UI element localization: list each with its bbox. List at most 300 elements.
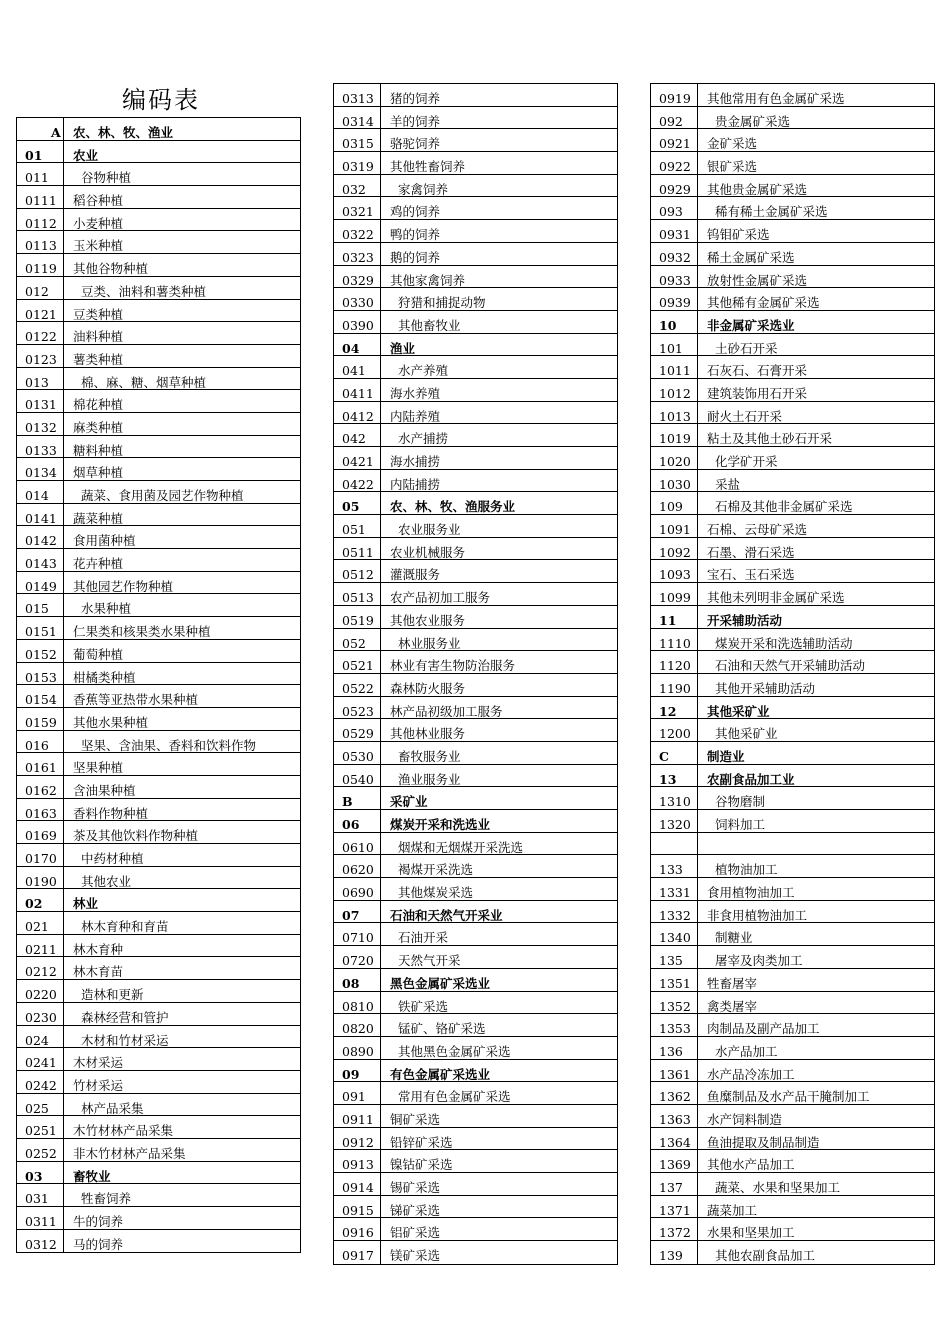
table-row bbox=[334, 992, 617, 1015]
row-name: 其他林业服务 bbox=[390, 726, 466, 742]
column-divider bbox=[697, 1150, 698, 1172]
table-row bbox=[651, 107, 934, 130]
column-divider bbox=[63, 481, 64, 503]
table-row bbox=[17, 1048, 300, 1071]
table-row bbox=[334, 878, 617, 901]
row-name: 煤炭开采和洗选辅助活动 bbox=[715, 635, 853, 651]
column-divider bbox=[63, 572, 64, 594]
row-code: 0820 bbox=[342, 1021, 374, 1037]
row-name: 林木育种 bbox=[73, 941, 124, 957]
table-row bbox=[334, 719, 617, 742]
column-divider bbox=[380, 243, 381, 265]
table-row bbox=[334, 674, 617, 697]
column-divider bbox=[63, 1139, 64, 1161]
column-divider bbox=[697, 901, 698, 923]
table-row bbox=[651, 629, 934, 652]
row-name: 水果种植 bbox=[81, 601, 132, 617]
column-divider bbox=[380, 84, 381, 106]
table-row bbox=[17, 663, 300, 686]
column-divider bbox=[380, 1241, 381, 1264]
row-code: 03 bbox=[25, 1168, 43, 1184]
column-divider bbox=[63, 1048, 64, 1070]
row-code: 0522 bbox=[342, 680, 374, 696]
column-divider bbox=[380, 1082, 381, 1104]
row-code: 0620 bbox=[342, 862, 374, 878]
row-code: 013 bbox=[25, 374, 49, 390]
row-name: 灌溉服务 bbox=[390, 567, 441, 583]
column-divider bbox=[63, 1071, 64, 1093]
row-code: 0511 bbox=[342, 544, 374, 560]
table-row bbox=[651, 923, 934, 946]
table-row bbox=[651, 1014, 934, 1037]
column-divider bbox=[63, 957, 64, 979]
row-name: 木材和竹材采运 bbox=[81, 1032, 169, 1048]
column-divider bbox=[63, 322, 64, 344]
table-row bbox=[651, 1150, 934, 1173]
row-code: 0111 bbox=[25, 193, 57, 209]
column-divider bbox=[697, 424, 698, 446]
table-row bbox=[651, 379, 934, 402]
table-row bbox=[651, 424, 934, 447]
table-row bbox=[334, 969, 617, 992]
table-row bbox=[334, 84, 617, 107]
table-row bbox=[334, 697, 617, 720]
column-divider bbox=[380, 855, 381, 877]
row-name: 森林经营和管护 bbox=[81, 1009, 169, 1025]
table-row bbox=[334, 492, 617, 515]
row-code: 0163 bbox=[25, 805, 57, 821]
row-code: B bbox=[342, 794, 353, 810]
row-name: 内陆捕捞 bbox=[390, 476, 441, 492]
row-code: 1371 bbox=[659, 1202, 691, 1218]
table-row bbox=[334, 583, 617, 606]
row-code: 136 bbox=[659, 1043, 683, 1059]
column-divider bbox=[697, 674, 698, 696]
table-row bbox=[17, 594, 300, 617]
column-divider bbox=[697, 175, 698, 197]
row-code: 101 bbox=[659, 340, 683, 356]
row-code: 0929 bbox=[659, 181, 691, 197]
column-divider bbox=[380, 447, 381, 469]
row-name: 柑橘类种植 bbox=[73, 669, 136, 685]
column-divider bbox=[697, 379, 698, 401]
column-divider bbox=[63, 663, 64, 685]
table-row bbox=[17, 277, 300, 300]
row-name: 造林和更新 bbox=[81, 987, 144, 1003]
row-name: 水产品冷冻加工 bbox=[707, 1066, 795, 1082]
column-divider bbox=[380, 538, 381, 560]
column-divider bbox=[63, 141, 64, 163]
table-row bbox=[651, 1037, 934, 1060]
table-row bbox=[17, 413, 300, 436]
row-code: 1353 bbox=[659, 1021, 691, 1037]
row-code: 1110 bbox=[659, 635, 691, 651]
row-name: 肉制品及副产品加工 bbox=[707, 1021, 820, 1037]
row-code: 1030 bbox=[659, 476, 691, 492]
column-divider bbox=[63, 118, 64, 140]
column-divider bbox=[697, 651, 698, 673]
table-row bbox=[334, 560, 617, 583]
row-name: 水产养殖 bbox=[398, 363, 449, 379]
table-row bbox=[334, 1173, 617, 1196]
row-name: 褐煤开采洗选 bbox=[398, 862, 474, 878]
table-row bbox=[334, 1105, 617, 1128]
row-code: 1019 bbox=[659, 431, 691, 447]
column-divider bbox=[63, 889, 64, 911]
row-code: 0917 bbox=[342, 1248, 374, 1264]
table-row bbox=[17, 231, 300, 254]
column-divider bbox=[697, 492, 698, 514]
table-row bbox=[17, 345, 300, 368]
row-name: 其他农业服务 bbox=[390, 612, 466, 628]
column-divider bbox=[63, 867, 64, 889]
row-name: 牛的饲养 bbox=[73, 1214, 124, 1229]
table-row bbox=[651, 742, 934, 765]
row-name: 采盐 bbox=[715, 476, 741, 492]
column-divider bbox=[697, 538, 698, 560]
column-divider bbox=[63, 458, 64, 480]
table-row bbox=[17, 867, 300, 890]
row-code: 0212 bbox=[25, 964, 57, 980]
column-divider bbox=[697, 946, 698, 968]
row-code: 0914 bbox=[342, 1180, 374, 1195]
column-divider bbox=[697, 923, 698, 945]
row-name: 土砂石开采 bbox=[715, 340, 778, 356]
row-code: 042 bbox=[342, 431, 366, 447]
row-name: 豆类种植 bbox=[73, 306, 124, 322]
row-name: 铝矿采选 bbox=[390, 1225, 441, 1241]
row-code: 137 bbox=[659, 1180, 683, 1195]
row-name: 耐火土石开采 bbox=[707, 408, 783, 424]
table-row bbox=[334, 765, 617, 788]
column-divider bbox=[380, 220, 381, 242]
table-row bbox=[17, 322, 300, 345]
row-code: 0315 bbox=[342, 136, 374, 152]
column-divider bbox=[697, 1082, 698, 1104]
table-row bbox=[334, 810, 617, 833]
column-divider bbox=[697, 855, 698, 877]
row-code: 1331 bbox=[659, 885, 691, 901]
column-divider bbox=[697, 1060, 698, 1082]
row-code: 0890 bbox=[342, 1043, 374, 1059]
row-code: 0159 bbox=[25, 714, 57, 730]
row-code: 02 bbox=[25, 896, 43, 912]
column-divider bbox=[380, 152, 381, 174]
row-code: 05 bbox=[342, 499, 360, 515]
row-name: 石棉及其他非金属矿采选 bbox=[715, 499, 853, 515]
column-divider bbox=[380, 379, 381, 401]
table-row bbox=[334, 538, 617, 561]
table-row bbox=[17, 1071, 300, 1094]
row-name: 天然气开采 bbox=[398, 953, 461, 969]
row-name: 石墨、滑石采选 bbox=[707, 544, 795, 560]
row-name: 水产捕捞 bbox=[398, 431, 449, 447]
column-divider bbox=[380, 765, 381, 787]
table-row bbox=[334, 288, 617, 311]
row-code: 092 bbox=[659, 113, 683, 129]
page-title: 编码表 bbox=[122, 86, 200, 114]
row-code: 1340 bbox=[659, 930, 691, 946]
table-row bbox=[651, 538, 934, 561]
row-name: 宝石、玉石采选 bbox=[707, 567, 795, 583]
table-row bbox=[334, 447, 617, 470]
column-divider bbox=[697, 152, 698, 174]
column-divider bbox=[697, 356, 698, 378]
row-name: 渔业 bbox=[390, 340, 416, 356]
table-row bbox=[17, 912, 300, 935]
row-code: 0931 bbox=[659, 227, 691, 243]
row-name: 其他谷物种植 bbox=[73, 261, 149, 277]
row-code: 0131 bbox=[25, 397, 57, 413]
row-name: 烟草种植 bbox=[73, 465, 124, 481]
row-code: 0313 bbox=[342, 91, 374, 106]
column-divider bbox=[697, 334, 698, 356]
row-code: 1364 bbox=[659, 1134, 691, 1150]
table-row bbox=[334, 1037, 617, 1060]
table-row bbox=[17, 186, 300, 209]
column-divider bbox=[697, 311, 698, 333]
row-code: 04 bbox=[342, 340, 360, 356]
row-name: 仁果类和核果类水果种植 bbox=[73, 624, 211, 640]
row-code: 0211 bbox=[25, 941, 57, 957]
row-name: 棉花种植 bbox=[73, 397, 124, 413]
row-name: 马的饲养 bbox=[73, 1236, 124, 1252]
row-name: 建筑装饰用石开采 bbox=[707, 385, 808, 401]
table-row bbox=[334, 1241, 617, 1264]
table-row bbox=[334, 1060, 617, 1083]
column-divider bbox=[380, 1128, 381, 1150]
table-row bbox=[651, 583, 934, 606]
column-divider bbox=[380, 288, 381, 310]
row-name: 其他黑色金属矿采选 bbox=[398, 1043, 511, 1059]
table-row bbox=[17, 526, 300, 549]
table-row bbox=[651, 84, 934, 107]
row-code: 0122 bbox=[25, 329, 57, 345]
row-code: 0112 bbox=[25, 215, 57, 231]
row-code: 0319 bbox=[342, 159, 374, 175]
table-row bbox=[651, 1173, 934, 1196]
row-name: 锰矿、铬矿采选 bbox=[398, 1021, 486, 1037]
column-divider bbox=[697, 107, 698, 129]
table-row bbox=[651, 266, 934, 289]
column-divider bbox=[380, 1173, 381, 1195]
row-code: 0939 bbox=[659, 295, 691, 311]
row-code: 052 bbox=[342, 635, 366, 651]
row-code: 0922 bbox=[659, 159, 691, 175]
table-row bbox=[17, 368, 300, 391]
table-row bbox=[651, 810, 934, 833]
column-divider bbox=[63, 231, 64, 253]
column-divider bbox=[697, 1014, 698, 1036]
row-name: 林业 bbox=[73, 896, 99, 912]
row-name: 铜矿采选 bbox=[390, 1111, 441, 1127]
row-code: 133 bbox=[659, 862, 683, 878]
row-name: 开采辅助活动 bbox=[707, 612, 783, 628]
row-code: 1362 bbox=[659, 1089, 691, 1105]
row-name: 其他牲畜饲养 bbox=[390, 159, 466, 175]
row-code: 0142 bbox=[25, 533, 57, 549]
row-code: 0154 bbox=[25, 692, 57, 708]
row-name: 食用植物油加工 bbox=[707, 885, 795, 901]
column-divider bbox=[380, 129, 381, 151]
column-divider bbox=[380, 901, 381, 923]
column-divider bbox=[380, 311, 381, 333]
column-divider bbox=[63, 731, 64, 753]
row-code: 0252 bbox=[25, 1145, 57, 1161]
table-row bbox=[17, 821, 300, 844]
row-code: 0921 bbox=[659, 136, 691, 152]
column-divider bbox=[697, 560, 698, 582]
table-row bbox=[651, 311, 934, 334]
row-code: 014 bbox=[25, 488, 49, 503]
code-table-column-1 bbox=[16, 117, 301, 1253]
row-code: 0933 bbox=[659, 272, 691, 288]
row-name: 化学矿开采 bbox=[715, 454, 778, 469]
row-name: 糖料种植 bbox=[73, 442, 124, 458]
row-code: 011 bbox=[25, 170, 49, 186]
table-row bbox=[17, 776, 300, 799]
row-code: 0521 bbox=[342, 658, 374, 674]
row-code: 1120 bbox=[659, 658, 691, 674]
table-row bbox=[651, 470, 934, 493]
column-divider bbox=[380, 629, 381, 651]
table-row bbox=[651, 992, 934, 1015]
table-row bbox=[651, 334, 934, 357]
column-divider bbox=[63, 254, 64, 276]
row-name: 林业有害生物防治服务 bbox=[390, 658, 516, 674]
row-code: 0169 bbox=[25, 828, 57, 844]
row-code: 0119 bbox=[25, 261, 57, 277]
row-name: 猪的饲养 bbox=[390, 91, 441, 106]
row-code: 0915 bbox=[342, 1202, 374, 1218]
row-code: 0113 bbox=[25, 238, 57, 254]
table-row bbox=[334, 175, 617, 198]
row-name: 其他畜牧业 bbox=[398, 317, 461, 333]
row-code: 1310 bbox=[659, 794, 691, 810]
row-code: 0170 bbox=[25, 851, 57, 866]
table-row bbox=[17, 481, 300, 504]
row-name: 坚果、含油果、香料和饮料作物 bbox=[81, 737, 257, 753]
table-row bbox=[651, 492, 934, 515]
row-code: 06 bbox=[342, 817, 360, 832]
row-code: 0690 bbox=[342, 885, 374, 901]
row-code: 012 bbox=[25, 283, 49, 299]
column-divider bbox=[380, 969, 381, 991]
row-name: 其他采矿业 bbox=[715, 726, 778, 742]
row-code: 1012 bbox=[659, 385, 691, 401]
row-name: 粘土及其他土砂石开采 bbox=[707, 431, 833, 447]
column-divider bbox=[63, 300, 64, 322]
row-name: 常用有色金属矿采选 bbox=[398, 1089, 511, 1105]
row-code: 0322 bbox=[342, 227, 374, 243]
row-code: 1099 bbox=[659, 590, 691, 606]
column-divider bbox=[63, 1094, 64, 1116]
row-name: 麻类种植 bbox=[73, 419, 124, 435]
row-name: 骆驼饲养 bbox=[390, 136, 441, 152]
table-row bbox=[17, 980, 300, 1003]
table-row bbox=[651, 697, 934, 720]
row-code: 01 bbox=[25, 147, 43, 163]
row-code: 0321 bbox=[342, 204, 374, 220]
table-row bbox=[334, 901, 617, 924]
row-code: 0220 bbox=[25, 987, 57, 1003]
column-divider bbox=[63, 1116, 64, 1138]
row-name: 屠宰及肉类加工 bbox=[715, 953, 803, 969]
column-divider bbox=[380, 107, 381, 129]
column-divider bbox=[380, 1037, 381, 1059]
row-code: 139 bbox=[659, 1248, 683, 1264]
table-row bbox=[17, 1003, 300, 1026]
row-code: 1332 bbox=[659, 907, 691, 923]
column-divider bbox=[697, 765, 698, 787]
column-divider bbox=[63, 708, 64, 730]
column-divider bbox=[63, 799, 64, 821]
column-divider bbox=[697, 833, 698, 855]
row-name: 花卉种植 bbox=[73, 556, 124, 572]
row-name: 其他稀有金属矿采选 bbox=[707, 295, 820, 311]
row-name: 蔬菜种植 bbox=[73, 510, 124, 526]
column-divider bbox=[380, 992, 381, 1014]
row-code: 0519 bbox=[342, 612, 374, 628]
row-code: 1351 bbox=[659, 975, 691, 991]
column-divider bbox=[380, 515, 381, 537]
row-name: 锡矿采选 bbox=[390, 1180, 441, 1195]
table-row bbox=[651, 197, 934, 220]
row-name: 香料作物种植 bbox=[73, 805, 149, 821]
table-row bbox=[651, 1082, 934, 1105]
row-name: 镍钴矿采选 bbox=[390, 1157, 453, 1173]
table-row bbox=[17, 1162, 300, 1185]
column-divider bbox=[697, 1196, 698, 1218]
row-code: 08 bbox=[342, 975, 360, 991]
table-row bbox=[17, 1116, 300, 1139]
row-name: 农业 bbox=[73, 147, 99, 163]
row-code: 0913 bbox=[342, 1157, 374, 1173]
row-code: 1011 bbox=[659, 363, 691, 379]
row-name: 木材采运 bbox=[73, 1055, 124, 1071]
row-code: 0421 bbox=[342, 454, 374, 469]
column-divider bbox=[63, 753, 64, 775]
row-code: 1091 bbox=[659, 522, 691, 538]
column-divider bbox=[697, 402, 698, 424]
table-row bbox=[334, 311, 617, 334]
row-code: 091 bbox=[342, 1089, 366, 1105]
row-name: 中药材种植 bbox=[81, 851, 144, 866]
row-code: 021 bbox=[25, 919, 49, 935]
column-divider bbox=[380, 175, 381, 197]
row-code: A bbox=[51, 125, 61, 140]
table-row bbox=[334, 787, 617, 810]
row-name: 香蕉等亚热带水果种植 bbox=[73, 692, 199, 708]
row-code: 0912 bbox=[342, 1134, 374, 1150]
row-name: 银矿采选 bbox=[707, 159, 758, 175]
column-divider bbox=[380, 266, 381, 288]
row-name: 木竹材林产品采集 bbox=[73, 1123, 174, 1139]
row-name: 煤炭开采和洗选业 bbox=[390, 817, 491, 832]
row-name: 小麦种植 bbox=[73, 215, 124, 231]
column-divider bbox=[63, 935, 64, 957]
row-name: 鱼糜制品及水产品干腌制加工 bbox=[707, 1089, 870, 1105]
row-name: 稻谷种植 bbox=[73, 193, 124, 209]
row-code: 0151 bbox=[25, 624, 57, 640]
table-row bbox=[17, 1094, 300, 1117]
row-code: 051 bbox=[342, 522, 366, 538]
column-divider bbox=[380, 1014, 381, 1036]
row-code: 1363 bbox=[659, 1111, 691, 1127]
row-code: 0540 bbox=[342, 771, 374, 787]
table-row bbox=[17, 617, 300, 640]
row-name: 稀有稀土金属矿采选 bbox=[715, 204, 828, 220]
